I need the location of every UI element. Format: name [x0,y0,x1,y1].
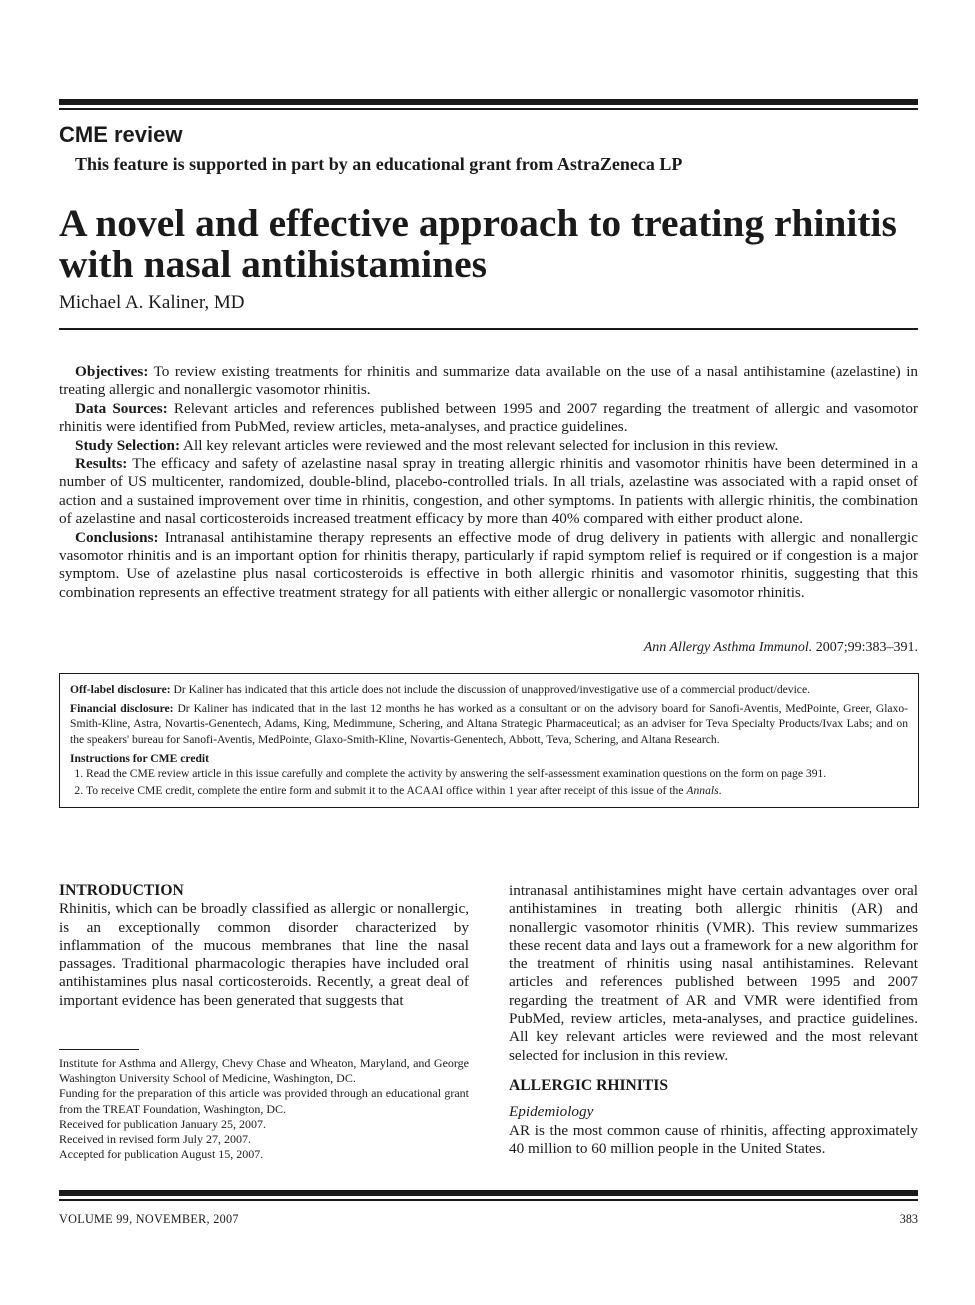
offlabel-disclosure: Off-label disclosure: Dr Kaliner has indicated that this article does not include the discussion of unapproved/investigative use of a commercial product/device. [70,683,810,696]
left-column [59,882,469,1010]
footnote-funding: Funding for the preparation of this article was provided through an educational grant from the TREAT Foundation, Washington, DC. [59,1086,469,1116]
cme-instructions-heading: Instructions for CME credit [70,751,210,765]
bottom-rule [59,1190,918,1196]
section-label: CME review [59,122,183,147]
footnote-affiliation: Institute for Asthma and Allergy, Chevy Chase and Wheaton, Maryland, and George Washington University School of Medicine, Washington, DC. [59,1056,469,1086]
abstract-objectives: Objectives: To review existing treatments for rhinitis and summarize data available on the use of a nasal antihistamine (azelastine) in treating allergic and nonallergic vasomotor rhinitis. [59,363,919,399]
right-column [509,882,918,1158]
allergic-rhinitis-heading: ALLERGIC RHINITIS [509,1076,669,1094]
top-rule [59,99,918,105]
cme-instruction: 2. To receive CME credit, complete the entire form and submit it to the ACAAI office within 1 year after receipt of this issue of the Annals. [86,783,908,798]
abstract-study-selection: Study Selection: All key relevant articles were reviewed and the most relevant selected for inclusion in this review. [75,436,779,454]
cme-instruction: 1. Read the CME review article in this issue carefully and complete the activity by answering the self-assessment examination questions on the form on page 391. [86,766,908,781]
abstract-conclusions: Conclusions: Intranasal antihistamine therapy represents an effective mode of drug delivery in patients with allergic and nonallergic vasomotor rhinitis and is an important option for rhinitis therapy, particularly if rapid symptom relief is required or if congestion is a major symptom. Use of azelastine plus nasal corticosteroids is effective in both allergic rhinitis and vasomotor rhinitis, suggesting that this combination represents an effective treatment strategy for all patients with either allergic or nonallergic vasomotor rhinitis. [59,528,919,601]
footnote-accepted: Accepted for publication August 15, 2007. [59,1147,264,1162]
disclosure-box [59,673,919,808]
abstract-data-sources: Data Sources: Relevant articles and references published between 1995 and 2007 regarding the treatment of allergic and vasomotor rhinitis were identified from PubMed, review articles, meta-analyses, and practice guidelines. [59,399,918,436]
cme-instructions-list [70,766,908,798]
footer-volume: VOLUME 99, NOVEMBER, 2007 [59,1212,239,1226]
epidemiology-subheading: Epidemiology [509,1103,594,1121]
top-rule-thin [59,108,918,110]
footnote-revised: Received in revised form July 27, 2007. [59,1132,251,1147]
abstract-results: Results: The efficacy and safety of azelastine nasal spray in treating allergic rhinitis and vasomotor rhinitis have been determined in a number of US multicenter, randomized, double-blind, placebo-controlled trials. In all trials, azelastine was associated with a rapid onset of action and a sustained improvement over time in rhinitis, congestion, and other symptoms. In patients with allergic rhinitis, the combination of azelastine and nasal corticosteroids increased treatment efficacy by more than 40% compared with either product alone. [59,455,918,528]
bottom-rule-thin [59,1199,918,1201]
abstract [59,363,918,602]
footnote-received: Received for publication January 25, 2007. [59,1116,266,1131]
introduction-text: Rhinitis, which can be broadly classified as allergic or nonallergic, is an exceptionally common disorder characterized by inflammation of the mucous membranes that line the nasal passages. Traditional pharmacologic therapies have included oral antihistamines plus nasal corticosteroids. Recently, a great deal of important evidence has been generated that suggests that [59,900,469,1009]
support-line: This feature is supported in part by an educational grant from AstraZeneca LP [75,154,683,174]
footnote-rule [59,1049,139,1050]
introduction-continued: intranasal antihistamines might have certain advantages over oral antihistamines in treating both allergic rhinitis (AR) and nonallergic vasomotor rhinitis (VMR). This review summarizes these recent data and lays out a framework for a new algorithm for the treatment of rhinitis using nasal antihistamines. Relevant articles and references published between 1995 and 2007 regarding the treatment of AR and VMR were identified from PubMed, review articles, meta-analyses, and practice guidelines. All key relevant articles were reviewed and the most relevant selected for inclusion in this review. [509,882,918,1064]
epidemiology-text: AR is the most common cause of rhinitis, affecting approximately 40 million to 60 million people in the United States. [509,1121,918,1157]
title-divider [59,328,918,330]
article-title: A novel and effective approach to treating rhinitis with nasal antihistamines [59,201,897,286]
page-number: 383 [899,1212,918,1226]
citation: Ann Allergy Asthma Immunol. 2007;99:383–391. [643,640,918,655]
financial-disclosure: Financial disclosure: Dr Kaliner has indicated that in the last 12 months he has worked as a consultant or on the advisory board for Sanofi-Aventis, MedPointe, Greer, Glaxo-Smith-Kline, Astra, Novartis-Genentech, Adams, King, Medimmune, Schering, and Altana Strategic Pharmaceutical; as an adviser for Teva Specialty Products/Ivax Labs; and on the speakers' bureau for Sanofi-Aventis, MedPointe, Glaxo-Smith-Kline, Novartis-Genentech, Abbott, Teva, Schering, and Altana Research. [70,702,909,746]
introduction-heading: INTRODUCTION [59,882,184,899]
footnotes [59,1056,469,1162]
author: Michael A. Kaliner, MD [59,292,245,313]
